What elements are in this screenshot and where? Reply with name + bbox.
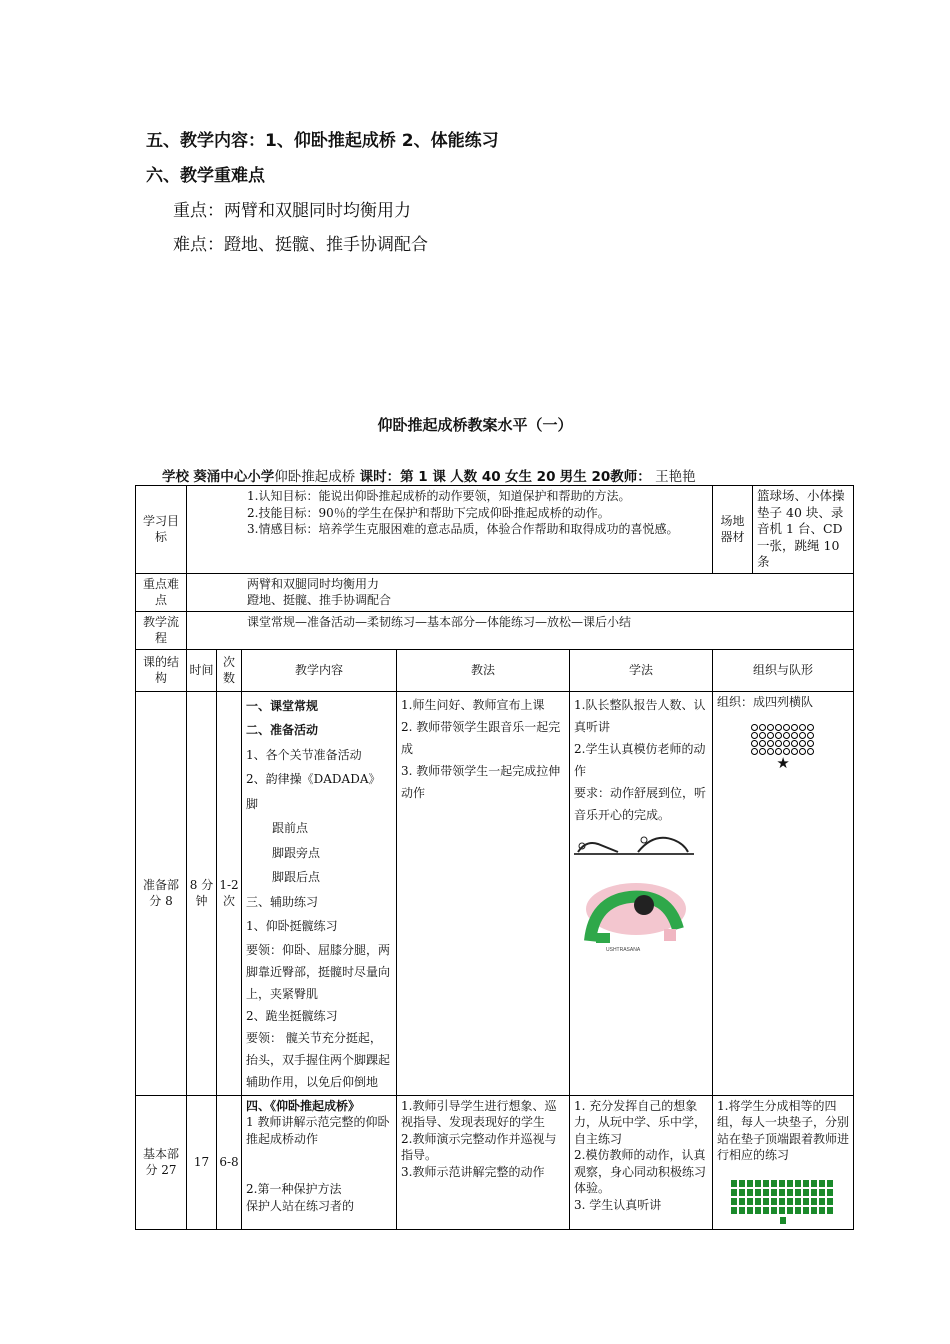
student-circle-icon xyxy=(767,740,774,747)
prep-study-3: 要求：动作舒展到位，听音乐开心的完成。 xyxy=(574,785,707,822)
student-mat-marker xyxy=(795,1207,801,1214)
student-circle-icon xyxy=(807,724,814,731)
student-mat-marker xyxy=(819,1207,825,1214)
student-mat-marker xyxy=(787,1198,793,1205)
prep-content-4: 2、韵律操《DADADA》脚 xyxy=(246,772,381,811)
prep-content-5: 跟前点 xyxy=(272,821,309,835)
basic-content-2: 1 教师讲解示范完整的仰卧推起成桥动作 xyxy=(246,1115,390,1146)
student-mat-marker xyxy=(811,1198,817,1205)
teacher-marker xyxy=(780,1217,786,1224)
basic-content-3: 2.第一种保护方法 xyxy=(246,1182,342,1196)
basic-method-3: 3.教师示范讲解完整的动作 xyxy=(401,1164,545,1179)
student-mat-marker xyxy=(827,1207,833,1214)
student-mat-marker xyxy=(787,1207,793,1214)
prep-method-2: 2. 教师带领学生跟音乐一起完成 xyxy=(401,719,561,756)
teacher-name: 王艳艳 xyxy=(655,469,696,485)
school-name: 葵涌中心小学 xyxy=(193,469,275,485)
key-line-2: 蹬地、挺髋、推手协调配合 xyxy=(247,593,392,607)
basic-method-1: 1.教师引导学生进行想象、巡视指导、发现表现好的学生 xyxy=(401,1098,557,1129)
key-point: 重点：两臂和双腿同时均衡用力 xyxy=(173,201,411,221)
student-mat-marker xyxy=(755,1189,761,1196)
student-circle-icon xyxy=(759,740,766,747)
basic-label: 基本部分 27 xyxy=(136,1095,187,1229)
student-circle-icon xyxy=(767,748,774,755)
teacher-label: 教师： xyxy=(610,469,651,485)
basic-row xyxy=(136,1095,854,1229)
prep-study-1: 1.队长整队报告人数、认真听讲 xyxy=(574,697,706,734)
prep-content-7: 脚跟后点 xyxy=(272,870,321,884)
basic-content-1: 四、《仰卧推起成桥》 xyxy=(246,1098,361,1113)
goal-skill: 2.技能目标：90％的学生在保护和帮助下完成仰卧推起成桥的动作。 xyxy=(247,505,610,520)
student-circle-icon xyxy=(759,724,766,731)
header-structure: 课的结构 xyxy=(136,649,187,691)
prep-org-text: 组织：成四列横队 xyxy=(717,694,814,709)
student-mat-marker xyxy=(755,1198,761,1205)
section-5-heading: 五、教学内容：1、仰卧推起成桥 2、体能练习 xyxy=(146,131,499,151)
student-mat-marker xyxy=(747,1180,753,1187)
difficult-point: 难点：蹬地、挺髋、推手协调配合 xyxy=(173,235,428,255)
prep-method xyxy=(397,691,570,1095)
student-mat-marker xyxy=(755,1207,761,1214)
key-line-1: 两臂和双腿同时均衡用力 xyxy=(247,576,380,591)
formation-circles xyxy=(751,724,815,755)
basic-study-1: 1. 充分发挥自己的想象力，从玩中学、乐中学，自主练习 xyxy=(574,1098,707,1146)
prep-method-3: 3. 教师带领学生一起完成拉伸动作 xyxy=(401,763,561,800)
student-circle-icon xyxy=(799,748,806,755)
doc-title: 仰卧推起成桥教案水平（一） xyxy=(377,416,573,434)
student-mat-marker xyxy=(795,1198,801,1205)
student-mat-marker xyxy=(771,1180,777,1187)
key-label: 重点难点 xyxy=(136,573,187,611)
key-cell xyxy=(187,573,854,611)
student-circle-icon xyxy=(775,732,782,739)
pose-caption: USHTRASANA xyxy=(606,946,641,953)
student-count: 人数 40 xyxy=(450,469,501,485)
student-circle-icon xyxy=(807,748,814,755)
header-method: 教法 xyxy=(397,649,570,691)
student-circle-icon xyxy=(751,724,758,731)
student-mat-marker xyxy=(771,1189,777,1196)
student-circle-icon xyxy=(799,724,806,731)
student-circle-icon xyxy=(791,740,798,747)
student-mat-marker xyxy=(763,1207,769,1214)
basic-org xyxy=(713,1095,854,1229)
section-6-heading: 六、教学重难点 xyxy=(146,166,265,186)
student-circle-icon xyxy=(807,732,814,739)
goal-cognitive: 1.认知目标：能说出仰卧推起成桥的动作要领，知道保护和帮助的方法。 xyxy=(247,489,631,503)
student-mat-marker xyxy=(795,1180,801,1187)
prep-content-12: 要领： 髋关节充分挺起，抬头，双手握住两个脚踝起辅助作用，以免后仰倒地 xyxy=(246,1030,391,1089)
prep-content-2: 二、准备活动 xyxy=(246,723,319,737)
prep-study xyxy=(570,691,713,1095)
student-mat-marker xyxy=(771,1207,777,1214)
header-content: 教学内容 xyxy=(242,649,397,691)
girls-count: 女生 20 xyxy=(504,469,556,485)
student-circle-icon xyxy=(791,724,798,731)
student-mat-marker xyxy=(739,1189,745,1196)
basic-content xyxy=(242,1095,397,1229)
student-mat-marker xyxy=(819,1180,825,1187)
student-circle-icon xyxy=(775,724,782,731)
student-circle-icon xyxy=(751,748,758,755)
prep-method-1: 1.师生问好、教师宣布上课 xyxy=(401,697,545,712)
venue-label: 场地器材 xyxy=(713,486,753,574)
student-mat-marker xyxy=(803,1180,809,1187)
header-time: 时间 xyxy=(187,649,217,691)
prep-content-8: 三、辅助练习 xyxy=(246,894,319,909)
student-mat-marker xyxy=(827,1189,833,1196)
basic-study-3: 3. 学生认真听讲 xyxy=(574,1197,662,1212)
prep-times: 1-2 次 xyxy=(217,691,242,1095)
basic-time: 17 xyxy=(187,1095,217,1229)
basic-times: 6-8 xyxy=(217,1095,242,1229)
student-mat-marker xyxy=(747,1207,753,1214)
student-circle-icon xyxy=(767,732,774,739)
prep-label: 准备部分 8 xyxy=(136,691,187,1095)
lesson-topic: 仰卧推起成桥 xyxy=(274,469,356,485)
goals-label: 学习目标 xyxy=(136,486,187,574)
student-mat-marker xyxy=(803,1207,809,1214)
basic-study xyxy=(570,1095,713,1229)
lesson-info xyxy=(162,465,696,485)
student-circle-icon xyxy=(751,732,758,739)
prep-org xyxy=(713,691,854,1095)
student-mat-marker xyxy=(747,1198,753,1205)
student-circle-icon xyxy=(807,740,814,747)
flow-label: 教学流程 xyxy=(136,611,187,649)
student-circle-icon xyxy=(791,748,798,755)
prep-content-11: 2、跪坐挺髋练习 xyxy=(246,1008,338,1023)
goal-emotion: 3.情感目标：培养学生克服困难的意志品质，体验合作帮助和取得成功的喜悦感。 xyxy=(247,522,679,536)
student-circle-icon xyxy=(775,740,782,747)
student-mat-marker xyxy=(747,1189,753,1196)
student-mat-marker xyxy=(827,1180,833,1187)
student-mat-marker xyxy=(811,1180,817,1187)
student-mat-marker xyxy=(731,1189,737,1196)
prep-row xyxy=(136,691,854,1095)
student-mat-marker xyxy=(787,1189,793,1196)
student-mat-marker xyxy=(731,1180,737,1187)
student-circle-icon xyxy=(767,724,774,731)
header-org: 组织与队形 xyxy=(713,649,854,691)
student-mat-marker xyxy=(827,1198,833,1205)
lesson-period: 课时：第 1 课 xyxy=(359,469,446,485)
student-mat-marker xyxy=(811,1189,817,1196)
prep-content-1: 一、课堂常规 xyxy=(246,698,319,713)
basic-method-2: 2.教师演示完整动作并巡视与指导。 xyxy=(401,1131,557,1162)
school-label: 学校 xyxy=(162,469,189,485)
student-mat-marker xyxy=(771,1198,777,1205)
prep-content-10: 要领：仰卧、屈膝分腿，两脚靠近臀部，挺髋时尽量向上，夹紧臀肌 xyxy=(246,942,391,1001)
key-row xyxy=(136,573,854,611)
student-mat-marker xyxy=(795,1189,801,1196)
basic-study-2: 2.模仿教师的动作，认真观察，身心同动积极练习体验。 xyxy=(574,1148,707,1195)
prep-content-9: 1、仰卧挺髋练习 xyxy=(246,919,338,933)
prep-content xyxy=(242,691,397,1095)
student-mat-marker xyxy=(763,1180,769,1187)
boys-count: 男生 20 xyxy=(559,469,611,485)
student-mat-marker xyxy=(819,1198,825,1205)
student-mat-marker xyxy=(731,1207,737,1214)
venue-text: 篮球场、小体操垫子 40 块、录音机 1 台、CD 一张，跳绳 10 条 xyxy=(753,486,854,574)
student-circle-icon xyxy=(799,732,806,739)
student-circle-icon xyxy=(783,732,790,739)
student-mat-marker xyxy=(763,1189,769,1196)
student-mat-marker xyxy=(739,1207,745,1214)
prep-time: 8 分钟 xyxy=(187,691,217,1095)
bridge-exercise-illustration xyxy=(574,832,694,856)
student-mat-marker xyxy=(779,1180,785,1187)
group-formation xyxy=(731,1180,835,1214)
ushtrasana-pose-image xyxy=(574,871,694,953)
prep-content-3: 1、各个关节准备活动 xyxy=(246,747,362,762)
student-mat-marker xyxy=(779,1207,785,1214)
student-mat-marker xyxy=(787,1180,793,1187)
teacher-star-icon: ★ xyxy=(776,754,790,772)
goals-cell xyxy=(187,486,713,574)
basic-content-4: 保护人站在练习者的 xyxy=(246,1198,355,1213)
student-mat-marker xyxy=(739,1198,745,1205)
basic-org-text: 1.将学生分成相等的四组，每人一块垫子，分别站在垫子顶端跟着教师进行相应的练习 xyxy=(717,1098,850,1162)
student-mat-marker xyxy=(731,1198,737,1205)
header-study: 学法 xyxy=(570,649,713,691)
header-times: 次数 xyxy=(217,649,242,691)
header-row xyxy=(136,649,854,691)
student-circle-icon xyxy=(791,732,798,739)
student-circle-icon xyxy=(759,748,766,755)
lesson-plan-table xyxy=(135,485,854,1230)
student-mat-marker xyxy=(811,1207,817,1214)
prep-content-6: 脚跟旁点 xyxy=(272,845,321,860)
student-mat-marker xyxy=(779,1198,785,1205)
student-mat-marker xyxy=(819,1189,825,1196)
basic-method xyxy=(397,1095,570,1229)
student-mat-marker xyxy=(763,1198,769,1205)
student-mat-marker xyxy=(739,1180,745,1187)
flow-row xyxy=(136,611,854,649)
student-circle-icon xyxy=(799,740,806,747)
student-mat-marker xyxy=(755,1180,761,1187)
student-mat-marker xyxy=(803,1189,809,1196)
flow-text: 课堂常规—准备活动—柔韧练习—基本部分—体能练习—放松—课后小结 xyxy=(187,611,854,649)
student-circle-icon xyxy=(751,740,758,747)
student-mat-marker xyxy=(779,1189,785,1196)
student-circle-icon xyxy=(759,732,766,739)
student-mat-marker xyxy=(803,1198,809,1205)
student-circle-icon xyxy=(783,724,790,731)
student-circle-icon xyxy=(783,740,790,747)
prep-study-2: 2.学生认真模仿老师的动作 xyxy=(574,741,706,778)
goals-row xyxy=(136,486,854,574)
